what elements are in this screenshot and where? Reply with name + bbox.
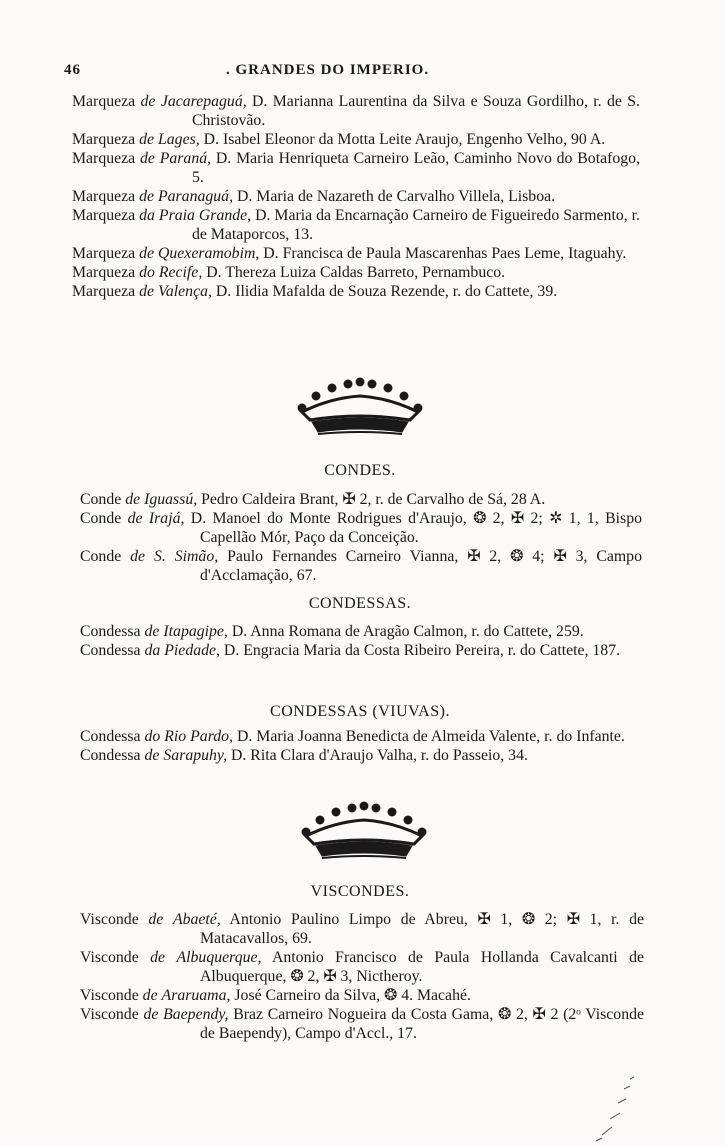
list-item (72, 263, 640, 282)
list-item (80, 1005, 644, 1043)
entry-details: D. Thereza Luiza Caldas Barreto, Pernambuco. (202, 264, 506, 281)
entry-preposition: de (125, 491, 141, 508)
entry-details: D. Rita Clara d'Araujo Valha, r. do Passeio, 34. (227, 747, 528, 764)
entry-details: Antonio Paulino Limpo de Abreu, ✠ 1, ❂ 2; ✠ 1, r. de Matacavallos, 69. (200, 911, 644, 947)
entry-title: Paranaguá, (157, 188, 234, 205)
list-item (80, 622, 642, 641)
list-item (80, 547, 642, 585)
entry-rank: Marqueza (72, 264, 136, 281)
entry-title: Abaeté, (172, 911, 221, 928)
entry-title: Lages, (157, 131, 200, 148)
entry-details: José Carneiro da Silva, ❂ 4. Macahé. (230, 987, 471, 1004)
list-item (80, 727, 642, 746)
condes-section (80, 461, 640, 480)
entry-title: Valença, (157, 283, 212, 300)
viscondes-heading: VISCONDES. (310, 883, 410, 900)
entry-title: Iguassú, (144, 491, 198, 508)
list-item (72, 282, 640, 301)
entry-preposition: de (139, 131, 155, 148)
entry-preposition: de (142, 987, 158, 1004)
entry-title: Paraná, (159, 150, 212, 167)
entry-preposition: de (139, 188, 155, 205)
entry-title: Praia Grande, (158, 207, 252, 224)
entry-details: Braz Carneiro Nogueira da Costa Gama, ❂ 2, ✠ 2 (2ᵒ Visconde de Baependy), Campo d'Accl., 17. (200, 1006, 644, 1042)
entry-details: D. Maria de Nazareth de Carvalho Villela, Lisboa. (233, 188, 556, 205)
coronet-ornament-icon (290, 376, 430, 440)
entry-title: Albuquerque, (176, 949, 262, 966)
entry-preposition: de (139, 283, 155, 300)
entry-rank: Marqueza (72, 150, 136, 167)
list-item (72, 130, 640, 149)
list-item (72, 244, 640, 263)
entry-preposition: de (150, 949, 166, 966)
entry-preposition: do (139, 264, 155, 281)
entry-rank: Marqueza (72, 93, 136, 110)
entry-rank: Condessa (80, 642, 141, 659)
viuvas-list (80, 727, 642, 765)
list-item (72, 149, 640, 187)
entry-title: Quexeramobim, (157, 245, 260, 262)
viscondes-section (80, 882, 640, 901)
entry-title: Araruama, (161, 987, 231, 1004)
entry-preposition: de (139, 245, 155, 262)
list-item (80, 746, 642, 765)
entry-rank: Condessa (80, 728, 141, 745)
list-item (72, 92, 640, 130)
condes-list (80, 490, 642, 585)
coronet-ornament-icon (294, 800, 434, 864)
entry-preposition: do (144, 728, 161, 745)
entry-title: Irajá, (148, 510, 185, 527)
list-item (80, 910, 644, 948)
entry-title: Recife, (158, 264, 203, 281)
entry-details: D. Maria da Encarnação Carneiro de Figueiredo Sarmento, r. de Mataporcos, 13. (192, 207, 641, 243)
entry-rank: Visconde (80, 987, 139, 1004)
list-item (80, 490, 642, 509)
page-number: 46 (64, 62, 81, 78)
entry-title: S. Simão, (153, 548, 219, 565)
entry-rank: Conde (80, 510, 122, 527)
entry-rank: Condessa (80, 623, 141, 640)
entry-preposition: de (127, 510, 143, 527)
entry-details: Pedro Caldeira Brant, ✠ 2, r. de Carvalho de Sá, 28 A. (197, 491, 546, 508)
entry-rank: Marqueza (72, 188, 136, 205)
viuvas-heading: CONDESSAS (VIUVAS). (270, 703, 450, 720)
entry-title: Jacarepaguá, (160, 93, 247, 110)
entry-title: Baependy, (163, 1006, 229, 1023)
entry-rank: Visconde (80, 1006, 139, 1023)
entry-details: D. Maria Henriqueta Carneiro Leão, Caminho Novo do Botafogo, 5. (192, 150, 641, 186)
entry-rank: Marqueza (72, 283, 136, 300)
entry-title: Sarapuhy, (163, 747, 228, 764)
entry-preposition: de (144, 623, 160, 640)
viuvas-section (80, 702, 640, 721)
entry-rank: Conde (80, 491, 122, 508)
entry-rank: Condessa (80, 747, 141, 764)
entry-details: D. Anna Romana de Aragão Calmon, r. do Cattete, 259. (227, 623, 584, 640)
entry-details: D. Ilidia Mafalda de Souza Rezende, r. do Cattete, 39. (211, 283, 558, 300)
list-item (72, 187, 640, 206)
entry-rank: Conde (80, 548, 122, 565)
page-header (64, 62, 654, 82)
entry-rank: Marqueza (72, 245, 136, 262)
condessas-list (80, 622, 642, 660)
entry-details: D. Marianna Laurentina da Silva e Souza Gordilho, r. de S. Christovão. (192, 93, 640, 129)
entry-details: D. Engracia Maria da Costa Ribeiro Pereira, r. do Cattete, 187. (219, 642, 621, 659)
entry-preposition: de (130, 548, 146, 565)
list-item (80, 948, 644, 986)
entry-preposition: de (143, 1006, 159, 1023)
entry-preposition: da (139, 207, 155, 224)
entry-rank: Marqueza (72, 207, 136, 224)
entry-details: Paulo Fernandes Carneiro Vianna, ✠ 2, ❂ 4; ✠ 3, Campo d'Acclamação, 67. (200, 548, 642, 584)
ink-marks-icon (590, 1075, 650, 1145)
entry-preposition: da (144, 642, 161, 659)
marquezas-list (72, 92, 640, 301)
viscondes-list (80, 910, 644, 1043)
entry-rank: Visconde (80, 949, 139, 966)
condessas-heading: CONDESSAS. (308, 595, 412, 612)
list-item (80, 509, 642, 547)
entry-details: Antonio Francisco de Paula Hollanda Cavalcanti de Albuquerque, ❂ 2, ✠ 3, Nictheroy. (200, 949, 645, 985)
entry-preposition: de (139, 150, 155, 167)
entry-rank: Visconde (80, 911, 139, 928)
condessas-section (80, 594, 640, 613)
entry-rank: Marqueza (72, 131, 136, 148)
entry-preposition: de (148, 911, 164, 928)
running-title: . GRANDES DO IMPERIO. (226, 62, 430, 78)
entry-title: Itapagipe, (163, 623, 228, 640)
entry-details: D. Francisca de Paula Mascarenhas Paes Leme, Itaguahy. (259, 245, 627, 262)
entry-preposition: de (140, 93, 156, 110)
condes-heading: CONDES. (324, 462, 396, 479)
entry-title: Rio Pardo, (164, 728, 234, 745)
entry-details: D. Manoel do Monte Rodrigues d'Araujo, ❂ 2, ✠ 2; ✲ 1, 1, Bispo Capellão Mór, Paço da Conceição. (184, 510, 642, 546)
entry-title: Piedade, (164, 642, 220, 659)
entry-preposition: de (144, 747, 160, 764)
list-item (72, 206, 640, 244)
list-item (80, 641, 642, 660)
list-item (80, 986, 644, 1005)
entry-details: D. Maria Joanna Benedicta de Almeida Valente, r. do Infante. (233, 728, 625, 745)
entry-details: D. Isabel Eleonor da Motta Leite Araujo, Engenho Velho, 90 A. (199, 131, 606, 148)
